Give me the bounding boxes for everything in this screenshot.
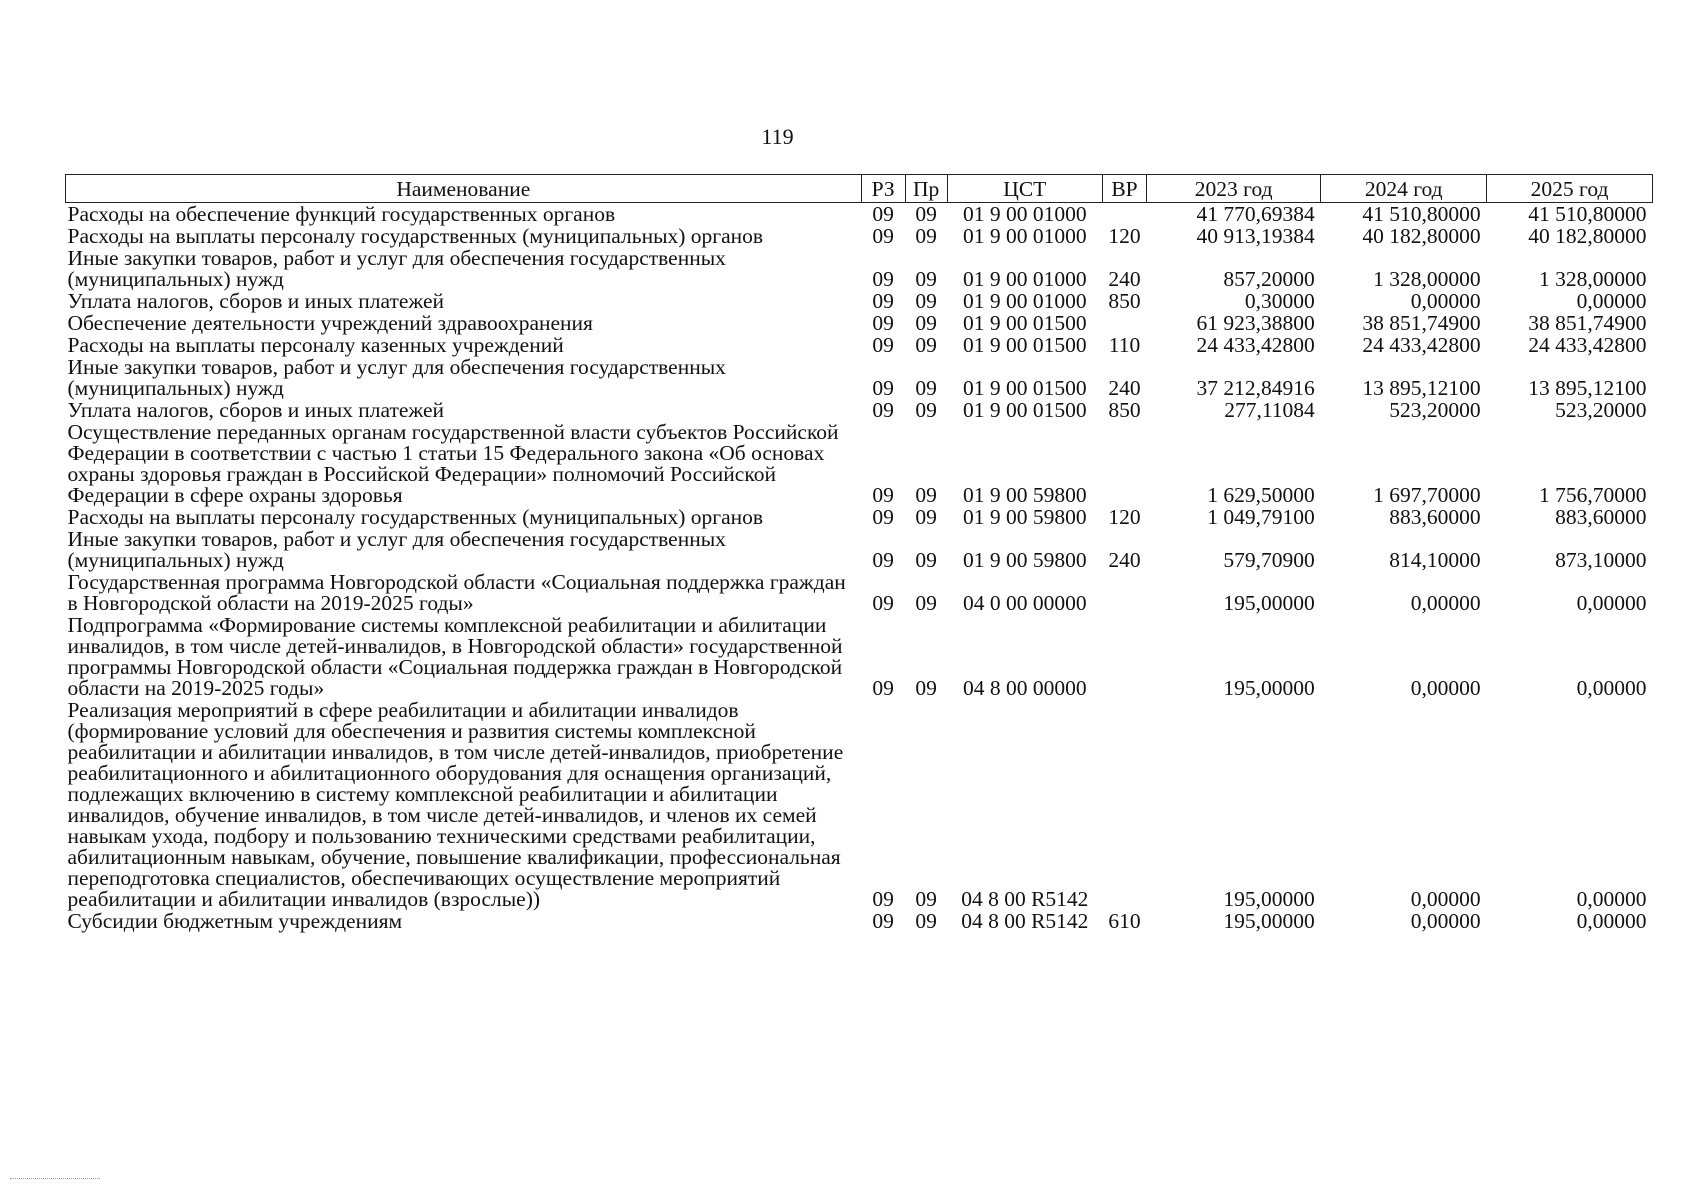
- cell-rz: 09: [872, 267, 894, 291]
- table-row: [66, 506, 1653, 528]
- cell-pr: 09: [915, 483, 937, 507]
- cell-pr: 09: [915, 224, 937, 248]
- cell-vr: 120: [1108, 505, 1141, 529]
- cell-cst: 01 9 00 01500: [962, 398, 1087, 422]
- cell-name: Расходы на обеспечение функций государственных органов: [67, 202, 616, 226]
- cell-pr: 09: [915, 267, 937, 291]
- cell-pr: 09: [915, 676, 937, 700]
- cell-y2023: 41 770,69384: [1196, 202, 1315, 226]
- table-row: [66, 225, 1653, 247]
- table-row: [66, 614, 1653, 699]
- table-header-row: [66, 175, 1653, 203]
- header-pr: Пр: [905, 175, 947, 203]
- cell-vr: 240: [1108, 267, 1141, 291]
- cell-y2024: 523,20000: [1389, 398, 1481, 422]
- cell-y2024: 1 697,70000: [1373, 483, 1481, 507]
- header-2025: 2025 год: [1487, 175, 1653, 203]
- budget-table: [65, 174, 1653, 932]
- cell-y2023: 277,11084: [1224, 398, 1315, 422]
- cell-name: Иные закупки товаров, работ и услуг для обеспечения государственных (муниципальных) нужд: [67, 527, 726, 572]
- cell-y2025: 0,00000: [1576, 591, 1647, 615]
- header-rz: РЗ: [861, 175, 905, 203]
- cell-cst: 01 9 00 01000: [962, 267, 1087, 291]
- cell-pr: 09: [915, 398, 937, 422]
- cell-y2024: 1 328,00000: [1373, 267, 1481, 291]
- cell-vr: [1102, 614, 1146, 699]
- table-row: [66, 290, 1653, 312]
- cell-y2024: 41 510,80000: [1362, 202, 1481, 226]
- cell-pr: 09: [915, 333, 937, 357]
- cell-y2025: 0,00000: [1576, 887, 1647, 911]
- cell-y2023: 579,70900: [1223, 548, 1315, 572]
- cell-name: Субсидии бюджетным учреждениям: [67, 909, 403, 933]
- cell-y2025: 883,60000: [1555, 505, 1647, 529]
- cell-rz: 09: [872, 333, 894, 357]
- cell-y2025: 41 510,80000: [1528, 202, 1647, 226]
- cell-vr: [1102, 699, 1146, 910]
- cell-y2024: 38 851,74900: [1362, 311, 1481, 335]
- cell-name: Иные закупки товаров, работ и услуг для обеспечения государственных (муниципальных) нужд: [67, 246, 726, 291]
- table-row: [66, 334, 1653, 356]
- cell-rz: 09: [872, 224, 894, 248]
- table-row: [66, 910, 1653, 932]
- cell-rz: 09: [872, 591, 894, 615]
- cell-y2023: 195,00000: [1223, 887, 1315, 911]
- cell-y2024: 40 182,80000: [1362, 224, 1481, 248]
- cell-y2025: 1 756,70000: [1539, 483, 1647, 507]
- cell-rz: 09: [872, 909, 894, 933]
- header-2023: 2023 год: [1147, 175, 1321, 203]
- cell-cst: 04 8 00 R5142: [961, 887, 1089, 911]
- cell-y2023: 37 212,84916: [1196, 376, 1315, 400]
- cell-y2023: 195,00000: [1223, 591, 1315, 615]
- cell-pr: 09: [915, 548, 937, 572]
- cell-y2023: 0,30000: [1244, 289, 1315, 313]
- cell-cst: 01 9 00 59800: [962, 483, 1087, 507]
- table-row: [66, 699, 1653, 910]
- cell-y2025: 0,00000: [1576, 289, 1647, 313]
- cell-rz: 09: [872, 311, 894, 335]
- cell-rz: 09: [872, 202, 894, 226]
- header-vr: ВР: [1102, 175, 1146, 203]
- cell-y2025: 523,20000: [1555, 398, 1647, 422]
- cell-y2025: 1 328,00000: [1539, 267, 1647, 291]
- cell-name: Уплата налогов, сборов и иных платежей: [67, 289, 445, 313]
- cell-vr: 610: [1108, 909, 1141, 933]
- cell-y2023: 195,00000: [1223, 909, 1315, 933]
- cell-vr: 240: [1108, 548, 1141, 572]
- cell-name: Реализация мероприятий в сфере реабилитации и абилитации инвалидов (формирование условий для обеспечения и развития системы комплексной реабилитации и абилитации инвалидов, в том числе детей-инвалидов, приобретение реабилитационного и абилитационного оборудования для оснащения организаций, подлежащих включению в систему комплексной реабилитации и абилитации инвалидов, обучение инвалидов, в том числе детей-инвалидов, и членов их семей навыкам ухода, подбору и пользованию техническими средствами реабилитации, абилитационным навыкам, обучение, повышение квалификации, профессиональная переподготовка специалистов, обеспечивающих осуществление мероприятий реабилитации и абилитации инвалидов (взрослые)): [67, 698, 844, 911]
- table-row: [66, 571, 1653, 614]
- cell-rz: 09: [872, 676, 894, 700]
- cell-y2023: 40 913,19384: [1196, 224, 1315, 248]
- table-row: [66, 399, 1653, 421]
- cell-name: Осуществление переданных органам государственной власти субъектов Российской Федерации в соответствии с частью 1 статьи 15 Федерального закона «Об основах охраны здоровья граждан в Российской Федерации» полномочий Российской Федерации в сфере охраны здоровья: [67, 420, 839, 507]
- cell-name: Расходы на выплаты персоналу государственных (муниципальных) органов: [67, 505, 764, 529]
- footer-divider: [10, 1178, 100, 1180]
- cell-vr: [1102, 421, 1146, 506]
- cell-y2023: 195,00000: [1223, 676, 1315, 700]
- cell-y2024: 0,00000: [1410, 887, 1481, 911]
- cell-pr: 09: [915, 311, 937, 335]
- cell-y2025: 40 182,80000: [1528, 224, 1647, 248]
- cell-name: Расходы на выплаты персоналу государственных (муниципальных) органов: [67, 224, 764, 248]
- cell-y2023: 61 923,38800: [1196, 311, 1315, 335]
- header-cst: ЦСТ: [947, 175, 1102, 203]
- cell-cst: 01 9 00 01500: [962, 333, 1087, 357]
- cell-name: Обеспечение деятельности учреждений здравоохранения: [67, 311, 593, 335]
- header-name: Наименование: [66, 175, 862, 203]
- cell-y2025: 0,00000: [1576, 676, 1647, 700]
- cell-y2023: 857,20000: [1223, 267, 1315, 291]
- cell-name: Расходы на выплаты персоналу казенных учреждений: [67, 333, 564, 357]
- cell-vr: [1102, 571, 1146, 614]
- cell-name: Уплата налогов, сборов и иных платежей: [67, 398, 445, 422]
- cell-pr: 09: [915, 202, 937, 226]
- cell-y2025: 873,10000: [1555, 548, 1647, 572]
- cell-y2023: 24 433,42800: [1196, 333, 1315, 357]
- cell-rz: 09: [872, 505, 894, 529]
- table-row: [66, 247, 1653, 290]
- cell-name: Государственная программа Новгородской области «Социальная поддержка граждан в Новгородской области на 2019-2025 годы»: [67, 570, 846, 615]
- table-row: [66, 528, 1653, 571]
- cell-pr: 09: [915, 909, 937, 933]
- cell-y2025: 24 433,42800: [1528, 333, 1647, 357]
- cell-pr: 09: [915, 376, 937, 400]
- table-row: [66, 356, 1653, 399]
- cell-y2024: 13 895,12100: [1362, 376, 1481, 400]
- cell-y2024: 883,60000: [1389, 505, 1481, 529]
- cell-vr: 110: [1108, 333, 1141, 357]
- cell-rz: 09: [872, 289, 894, 313]
- cell-cst: 04 8 00 00000: [962, 676, 1087, 700]
- cell-rz: 09: [872, 483, 894, 507]
- cell-rz: 09: [872, 376, 894, 400]
- cell-y2024: 0,00000: [1410, 289, 1481, 313]
- table-row: [66, 421, 1653, 506]
- cell-y2024: 0,00000: [1410, 676, 1481, 700]
- cell-vr: [1102, 203, 1146, 226]
- cell-y2025: 38 851,74900: [1528, 311, 1647, 335]
- cell-vr: 240: [1108, 376, 1141, 400]
- cell-y2023: 1 049,79100: [1207, 505, 1315, 529]
- cell-cst: 01 9 00 59800: [962, 548, 1087, 572]
- cell-cst: 01 9 00 01000: [962, 224, 1087, 248]
- cell-cst: 01 9 00 01500: [962, 311, 1087, 335]
- cell-cst: 01 9 00 59800: [962, 505, 1087, 529]
- cell-y2024: 0,00000: [1410, 909, 1481, 933]
- cell-cst: 01 9 00 01000: [962, 289, 1087, 313]
- header-2024: 2024 год: [1321, 175, 1487, 203]
- cell-cst: 01 9 00 01500: [962, 376, 1087, 400]
- page-number: 119: [761, 124, 794, 149]
- cell-pr: 09: [915, 289, 937, 313]
- table-row: [66, 203, 1653, 226]
- cell-pr: 09: [915, 591, 937, 615]
- cell-vr: 120: [1108, 224, 1141, 248]
- cell-vr: 850: [1108, 398, 1141, 422]
- cell-y2024: 24 433,42800: [1362, 333, 1481, 357]
- cell-y2025: 13 895,12100: [1528, 376, 1647, 400]
- cell-y2025: 0,00000: [1576, 909, 1647, 933]
- table-row: [66, 312, 1653, 334]
- cell-rz: 09: [872, 887, 894, 911]
- cell-cst: 04 8 00 R5142: [961, 909, 1089, 933]
- cell-y2024: 814,10000: [1389, 548, 1481, 572]
- cell-vr: 850: [1108, 289, 1141, 313]
- cell-pr: 09: [915, 887, 937, 911]
- cell-y2023: 1 629,50000: [1207, 483, 1315, 507]
- cell-cst: 04 0 00 00000: [962, 591, 1087, 615]
- cell-y2024: 0,00000: [1410, 591, 1481, 615]
- cell-vr: [1102, 312, 1146, 334]
- table-body: [66, 203, 1653, 933]
- cell-pr: 09: [915, 505, 937, 529]
- cell-cst: 01 9 00 01000: [962, 202, 1087, 226]
- cell-name: Иные закупки товаров, работ и услуг для обеспечения государственных (муниципальных) нужд: [67, 355, 726, 400]
- cell-rz: 09: [872, 548, 894, 572]
- cell-name: Подпрограмма «Формирование системы комплексной реабилитации и абилитации инвалидов, в том числе детей-инвалидов, в Новгородской области» государственной программы Новгородской области «Социальная поддержка граждан в Новгородской области на 2019-2025 годы»: [67, 613, 843, 700]
- cell-rz: 09: [872, 398, 894, 422]
